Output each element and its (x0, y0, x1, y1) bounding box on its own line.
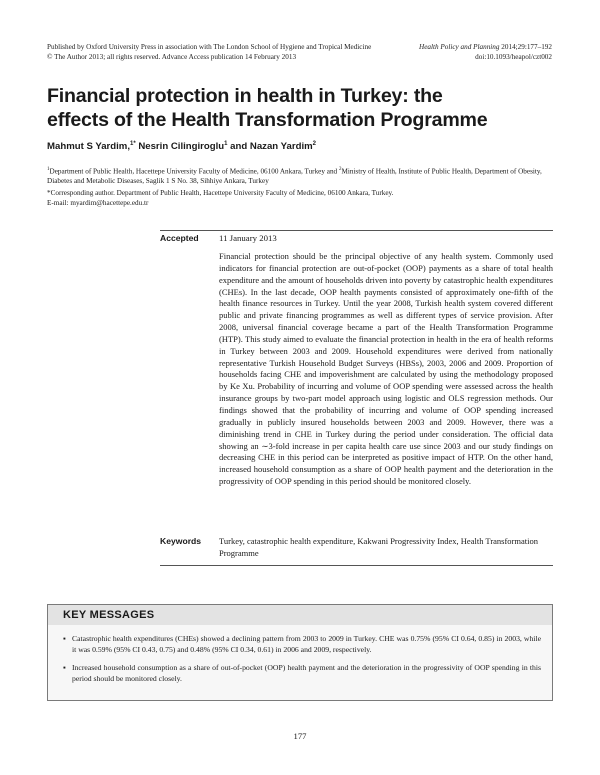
corresponding-email: E-mail: myardim@hacettepe.edu.tr (47, 199, 149, 207)
author-list (47, 141, 316, 152)
corresponding-address: *Corresponding author. Department of Public Health, Hacettepe University Faculty of Medicine, 06100 Ankara, Turkey. (47, 189, 394, 197)
affil-2-mark: 2 (338, 167, 342, 172)
title-line-2: effects of the Health Transformation Programme (47, 109, 488, 131)
keywords-text: Turkey, catastrophic health expenditure, Kakwani Progressivity Index, Health Transformation Programme (219, 536, 538, 558)
publisher-line: Published by Oxford University Press in association with The London School of Hygiene and Tropical Medicine (47, 43, 372, 51)
author-1: Mahmut S Yardim, (47, 141, 130, 153)
volume-pages: 2014;29:177–192 (499, 43, 552, 51)
journal-name: Health Policy and Planning (419, 43, 500, 51)
affil-1-text: Department of Public Health, Hacettepe University Faculty of Medicine, 06100 Ankara, Turkey and (49, 167, 339, 176)
title-line-1: Financial protection in health in Turkey: the (47, 85, 443, 107)
page-number: 177 (293, 731, 307, 741)
key-messages-title: KEY MESSAGES (63, 609, 155, 621)
copyright-line: © The Author 2013; all rights reserved. Advance Access publication 14 February 2013 (47, 53, 297, 61)
bullet-square-icon: ▪ (63, 662, 66, 672)
key-message-item (63, 663, 541, 685)
abstract-bottom-rule (160, 565, 553, 566)
author-3: Nazan Yardim (249, 141, 313, 153)
article-title (47, 84, 557, 132)
doi: doi:10.1093/heapol/czt002 (475, 53, 552, 61)
journal-citation (372, 42, 552, 52)
key-messages-box (47, 604, 553, 701)
author-2-affil: 1 (224, 141, 228, 147)
bullet-square-icon: ▪ (63, 634, 66, 643)
key-message-text: Increased household consumption as a share of out-of-pocket (OOP) health payment and the deterioration in the progressivity of OOP spending in this period should be monitored closely. (72, 662, 541, 683)
affil-2-text: Ministry of Health, Institute of Public Health, Department of Obesity, Diabetes and Metabolic Diseases, Saglik 1 S No. 38, Sihhiye Ankara, Turkey (47, 167, 542, 186)
author-1-affil: 1* (130, 141, 136, 147)
publisher-info (47, 42, 417, 62)
key-message-item (63, 634, 541, 656)
key-messages-list (63, 634, 541, 692)
author-and: and (227, 141, 250, 153)
author-2: Nesrin Cilingiroglu (135, 141, 225, 153)
abstract-top-rule (160, 230, 553, 231)
keywords-label: Keywords (160, 536, 202, 546)
affil-1-mark: 1 (47, 167, 50, 172)
key-message-text: Catastrophic health expenditures (CHEs) showed a declining pattern from 2003 to 2009 in Turkey. CHE was 0.75% (95% CI 0.64, 0.85) in 2003, while it was 0.59% (95% CI 0.43, 0.75) and 0.48% (95% CI 0.34, 0.61) in 2006 and 2009, respectively. (72, 634, 541, 654)
journal-info (372, 42, 552, 62)
key-messages-header (48, 605, 552, 625)
accepted-label: Accepted (160, 233, 199, 243)
accepted-date: 11 January 2013 (219, 233, 277, 243)
corresponding-author (47, 188, 557, 208)
affiliations (47, 165, 557, 186)
author-3-affil: 2 (312, 141, 316, 147)
abstract-text: Financial protection should be the principal objective of any health system. Commonly used indicators for financial protection are out-of-pocket (OOP) payments as a share of total health expenditure and the amount of households driven into poverty by catastrophic health expenditures (CHEs). In the last decade, OOP health payments consisted of approximately one-fifth of the health finance resources in Turkey. Until the year 2008, Turkish health system covered different public and private financing programmes as well as different types of service provision. After 2008, universal financial coverage became a part of the Health Transformation Programme (HTP). This study aimed to evaluate the financial protection in health in the era of health reforms in Turkey between 2003 and 2009. Household expenditures were derived from nationally representative Turkish Household Budget Surveys (HBSs), 2003, 2006 and 2009. Proportion of households facing CHE and impoverishment are calculated by using the methodology proposed by Ke Xu. Probability of incurring and volume of OOP spending were assessed across the health insurance groups by two-part model approach using logistic and OLS regression methods. Our findings showed that the probability of incurring and volume of OOP spending increased gradually in publicly insured households between 2003 and 2009. However, there was a diminishing trend in CHE in Turkey during the period under consideration. The official data showing an ∼3-fold increase in per capita health care use since 2003 and our study findings on decreasing CHE in this period can be interpreted as positive impact of HTP. On the other hand, increased household consumption as a share of OOP health payment and the deterioration in the progressivity of OOP spending in this period should be monitored closely. (219, 251, 553, 487)
